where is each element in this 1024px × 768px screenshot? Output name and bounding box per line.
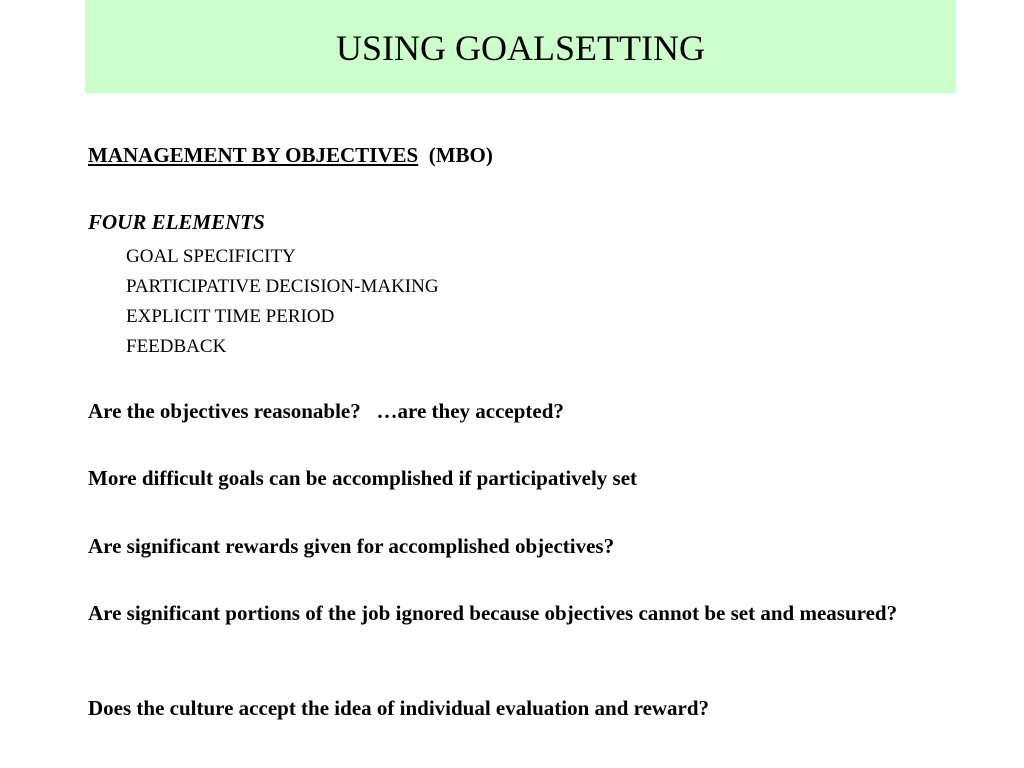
point-job-portions-ignored: Are significant portions of the job ignored because objectives cannot be set and measured?: [88, 601, 898, 625]
four-elements-heading: FOUR ELEMENTS: [88, 210, 265, 234]
title-banner: [85, 0, 956, 93]
point-culture-evaluation: Does the culture accept the idea of individual evaluation and reward?: [88, 696, 710, 720]
mbo-abbrev: (MBO): [428, 143, 493, 167]
mbo-heading-line: [88, 141, 493, 169]
element-item: PARTICIPATIVE DECISION-MAKING: [126, 276, 439, 297]
point-difficult-goals: More difficult goals can be accomplished if participatively set: [88, 466, 638, 490]
mbo-heading: MANAGEMENT BY OBJECTIVES: [88, 143, 419, 167]
slide-title: USING GOALSETTING: [336, 28, 705, 68]
point-objectives-reasonable: Are the objectives reasonable? …are they accepted?: [88, 399, 564, 423]
point-significant-rewards: Are significant rewards given for accomplished objectives?: [88, 534, 615, 558]
element-item: FEEDBACK: [126, 336, 227, 357]
element-item: EXPLICIT TIME PERIOD: [126, 306, 335, 327]
element-item: GOAL SPECIFICITY: [126, 246, 296, 267]
